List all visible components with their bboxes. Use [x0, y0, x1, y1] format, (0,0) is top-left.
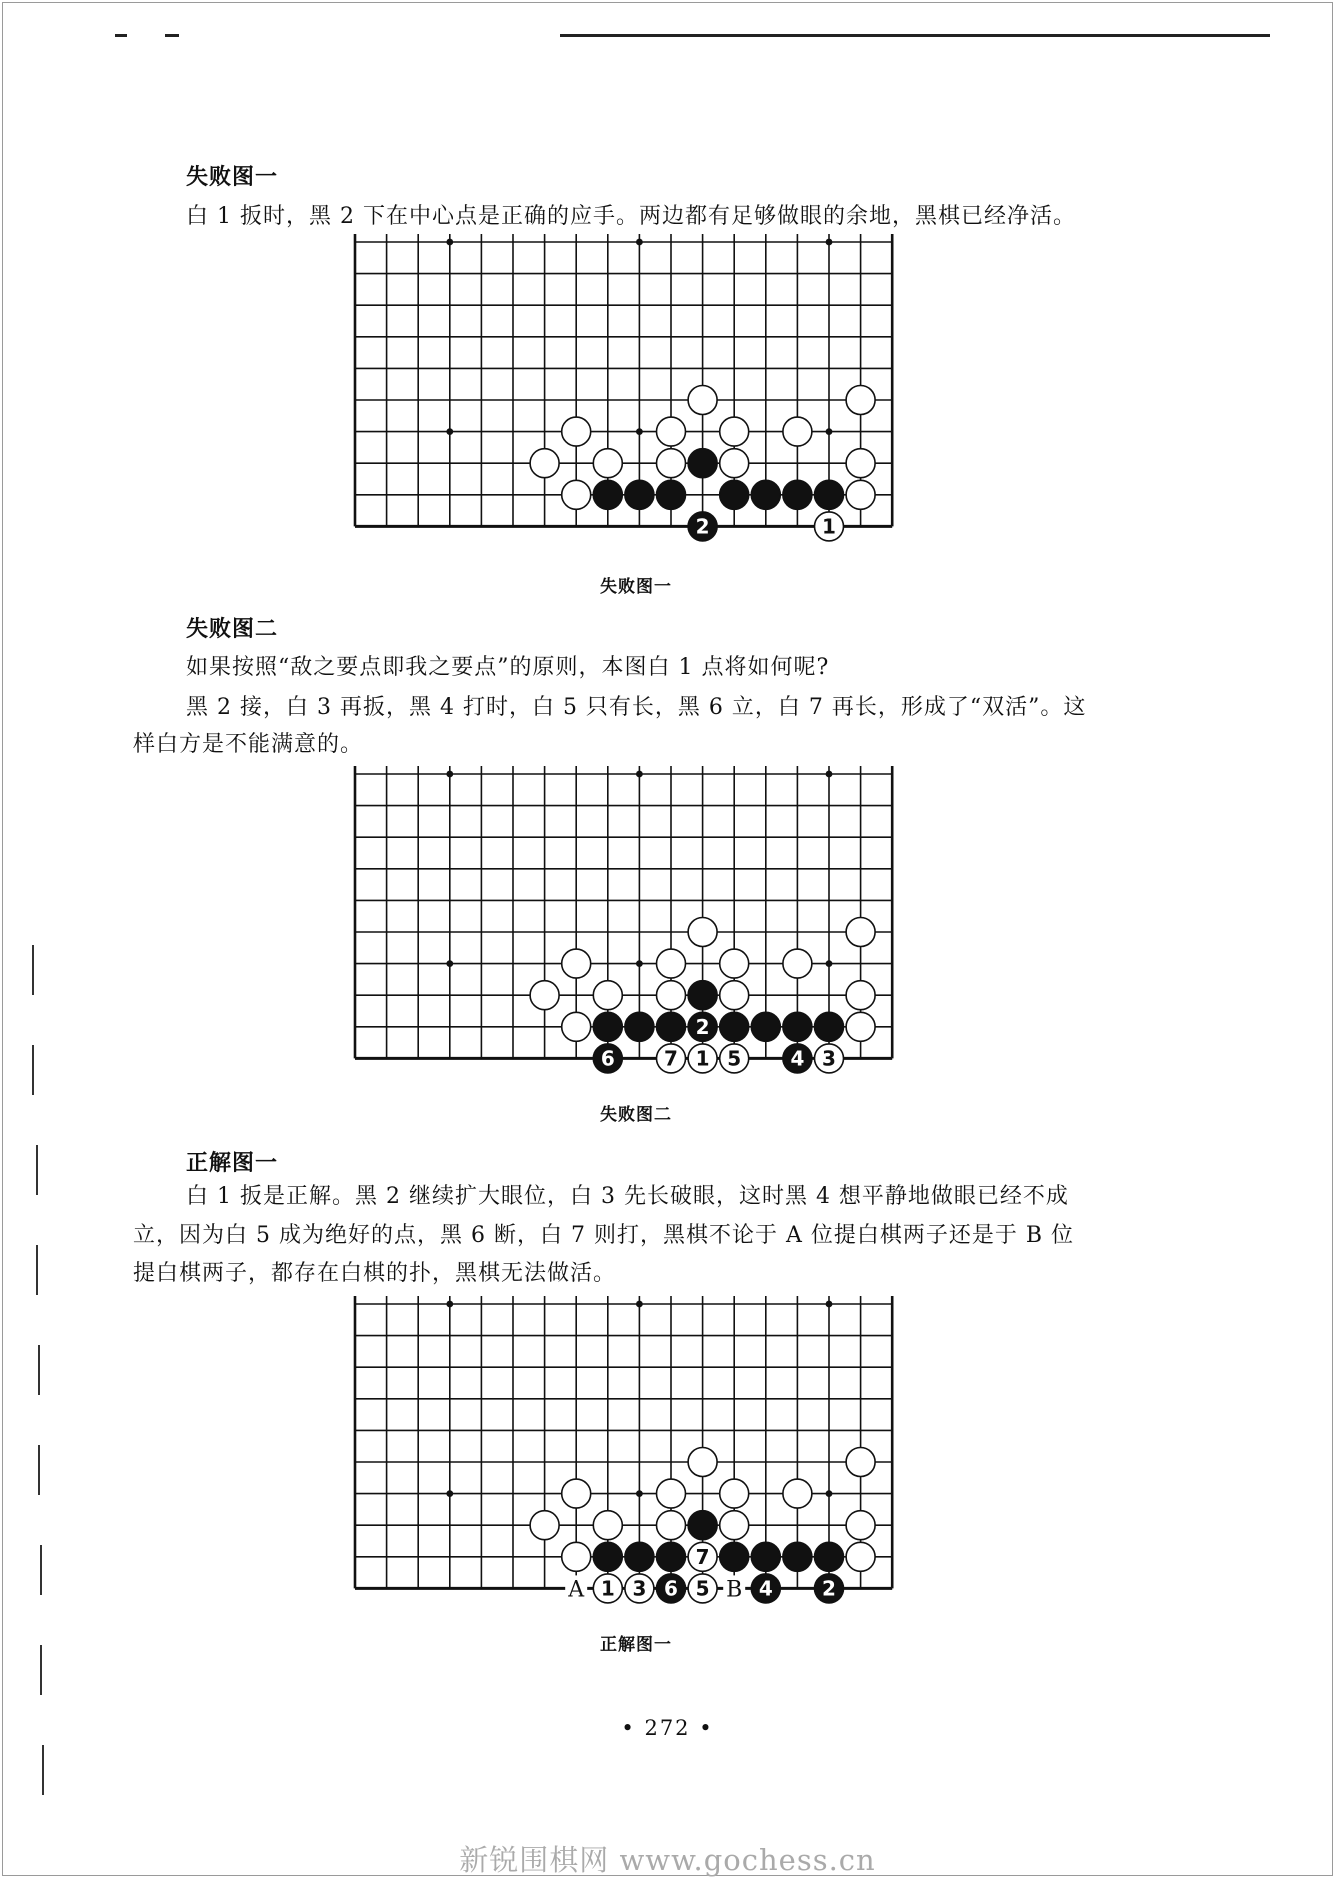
diagram-failure-1-svg	[353, 240, 894, 546]
section-heading-failure-1: 失败图一	[186, 164, 279, 190]
white-stone	[720, 949, 749, 978]
black-stone	[625, 480, 654, 509]
star-point	[446, 428, 453, 435]
white-stone	[846, 981, 875, 1010]
white-stone	[593, 981, 622, 1010]
black-stone	[625, 1012, 654, 1041]
svg-text:3: 3	[632, 1576, 647, 1601]
diagram-failure-2-svg	[353, 772, 894, 1078]
go-board-correct-1	[353, 1302, 894, 1608]
white-stone	[530, 981, 559, 1010]
black-stone	[593, 1542, 622, 1571]
section-text-correct-1-line2: 立，因为白 5 成为绝好的点，黑 6 断，白 7 则打，黑棋不论于 A 位提白棋两子还是于 B 位	[133, 1223, 1074, 1248]
white-stone	[846, 918, 875, 947]
black-stone	[783, 1542, 812, 1571]
star-point	[826, 1301, 833, 1308]
section-text-correct-1-line3: 提白棋两子，都存在白棋的扑，黑棋无法做活。	[133, 1261, 617, 1286]
white-stone	[593, 1511, 622, 1540]
svg-text:2: 2	[695, 514, 710, 539]
star-point	[826, 1490, 833, 1497]
top-rule-main	[560, 34, 1270, 37]
watermark: 新锐围棋网 www.gochess.cn	[459, 1843, 876, 1877]
star-point	[446, 1490, 453, 1497]
black-stone	[625, 1542, 654, 1571]
scan-mark	[42, 1745, 44, 1795]
white-stone	[657, 981, 686, 1010]
white-stone	[562, 417, 591, 446]
section-text-correct-1-line1: 白 1 扳是正解。黑 2 继续扩大眼位，白 3 先长破眼，这时黑 4 想平静地做眼已经不成	[186, 1184, 1069, 1209]
white-stone	[720, 417, 749, 446]
svg-text:6: 6	[664, 1576, 678, 1601]
black-stone	[657, 1012, 686, 1041]
black-stone	[815, 1542, 844, 1571]
white-stone	[657, 1479, 686, 1508]
black-stone	[815, 480, 844, 509]
scan-mark	[32, 1045, 34, 1095]
black-stone	[720, 480, 749, 509]
white-stone	[846, 449, 875, 478]
white-stone-5	[688, 1574, 717, 1603]
white-stone	[846, 1012, 875, 1041]
star-point	[446, 239, 453, 246]
white-stone	[657, 949, 686, 978]
star-point	[446, 771, 453, 778]
black-stone-4	[751, 1574, 780, 1603]
white-stone-1	[688, 1044, 717, 1073]
white-stone	[688, 918, 717, 947]
black-stone	[688, 1511, 717, 1540]
white-stone	[562, 1012, 591, 1041]
diagram-caption-failure-1: 失败图一	[600, 577, 672, 597]
white-stone-1	[815, 512, 844, 541]
white-stone	[657, 417, 686, 446]
svg-text:1: 1	[822, 514, 836, 539]
black-stone-2	[688, 1012, 717, 1041]
star-point	[446, 1301, 453, 1308]
black-stone	[751, 1012, 780, 1041]
star-point	[826, 960, 833, 967]
section-heading-failure-2: 失败图二	[186, 616, 279, 642]
star-point	[636, 1490, 643, 1497]
white-stone-7	[657, 1044, 686, 1073]
star-point	[636, 428, 643, 435]
section-text-failure-1: 白 1 扳时，黑 2 下在中心点是正确的应手。两边都有足够做眼的余地，黑棋已经净活。	[186, 204, 1076, 229]
scan-mark	[40, 1545, 42, 1595]
black-stone	[657, 1542, 686, 1571]
white-stone	[720, 1511, 749, 1540]
black-stone	[751, 480, 780, 509]
white-stone	[562, 949, 591, 978]
white-stone	[657, 449, 686, 478]
white-stone	[720, 449, 749, 478]
black-stone	[688, 981, 717, 1010]
black-stone	[688, 449, 717, 478]
white-stone-7	[688, 1542, 717, 1571]
black-stone-4	[783, 1044, 812, 1073]
black-stone	[783, 1012, 812, 1041]
svg-text:2: 2	[695, 1014, 710, 1039]
scan-mark	[38, 1445, 40, 1495]
black-stone-2	[688, 512, 717, 541]
star-point	[636, 1301, 643, 1308]
page-number: • 272 •	[621, 1716, 714, 1740]
scan-mark	[38, 1345, 40, 1395]
white-stone	[720, 1479, 749, 1508]
black-stone-6	[593, 1044, 622, 1073]
top-rule-left-2	[165, 34, 179, 37]
svg-text:3: 3	[822, 1046, 836, 1071]
black-stone	[593, 1012, 622, 1041]
svg-text:1: 1	[600, 1576, 615, 1601]
white-stone	[846, 386, 875, 415]
diagram-correct-1-svg	[353, 1302, 894, 1608]
star-point	[826, 428, 833, 435]
white-stone	[688, 386, 717, 415]
svg-text:7: 7	[695, 1544, 710, 1569]
white-stone	[530, 1511, 559, 1540]
top-rule-left	[115, 34, 127, 37]
black-stone	[720, 1012, 749, 1041]
svg-text:1: 1	[695, 1046, 710, 1071]
star-point	[636, 960, 643, 967]
letter-marker-A: A	[568, 1577, 585, 1603]
white-stone	[562, 1542, 591, 1571]
white-stone	[657, 1511, 686, 1540]
white-stone	[783, 949, 812, 978]
svg-text:7: 7	[664, 1046, 678, 1071]
svg-text:5: 5	[695, 1576, 710, 1601]
white-stone	[846, 1511, 875, 1540]
white-stone	[783, 417, 812, 446]
white-stone	[846, 1448, 875, 1477]
black-stone	[720, 1542, 749, 1571]
section-text-failure-2-line2: 黑 2 接，白 3 再扳，黑 4 打时，白 5 只有长，黑 6 立，白 7 再长，形成了“双活”。这	[186, 695, 1087, 720]
white-stone	[783, 1479, 812, 1508]
diagram-caption-failure-2: 失败图二	[600, 1105, 672, 1125]
black-stone-2	[815, 1574, 844, 1603]
white-stone-3	[625, 1574, 654, 1603]
section-heading-correct-1: 正解图一	[186, 1150, 279, 1176]
section-text-failure-2-line1: 如果按照“敌之要点即我之要点”的原则，本图白 1 点将如何呢?	[186, 655, 830, 680]
black-stone	[783, 480, 812, 509]
white-stone	[530, 449, 559, 478]
star-point	[636, 771, 643, 778]
scan-mark	[36, 1145, 38, 1195]
black-stone	[751, 1542, 780, 1571]
black-stone	[593, 480, 622, 509]
white-stone	[688, 1448, 717, 1477]
svg-text:4: 4	[790, 1046, 805, 1071]
svg-text:5: 5	[727, 1046, 742, 1071]
white-stone	[846, 480, 875, 509]
scan-mark	[32, 945, 34, 995]
black-stone	[815, 1012, 844, 1041]
black-stone	[657, 480, 686, 509]
white-stone-1	[593, 1574, 622, 1603]
star-point	[826, 239, 833, 246]
star-point	[636, 239, 643, 246]
star-point	[446, 960, 453, 967]
go-board-failure-1	[353, 240, 894, 546]
white-stone	[562, 480, 591, 509]
white-stone	[720, 981, 749, 1010]
svg-text:4: 4	[758, 1576, 773, 1601]
scan-mark	[36, 1245, 38, 1295]
diagram-caption-correct-1: 正解图一	[600, 1635, 672, 1655]
svg-text:2: 2	[822, 1576, 836, 1601]
scan-mark	[40, 1645, 42, 1695]
letter-marker-B: B	[726, 1577, 743, 1603]
star-point	[826, 771, 833, 778]
black-stone-6	[657, 1574, 686, 1603]
svg-text:6: 6	[600, 1046, 615, 1071]
white-stone	[846, 1542, 875, 1571]
white-stone-3	[815, 1044, 844, 1073]
go-board-failure-2	[353, 772, 894, 1078]
white-stone-5	[720, 1044, 749, 1073]
section-text-failure-2-line3: 样白方是不能满意的。	[133, 732, 364, 757]
white-stone	[562, 1479, 591, 1508]
white-stone	[593, 449, 622, 478]
